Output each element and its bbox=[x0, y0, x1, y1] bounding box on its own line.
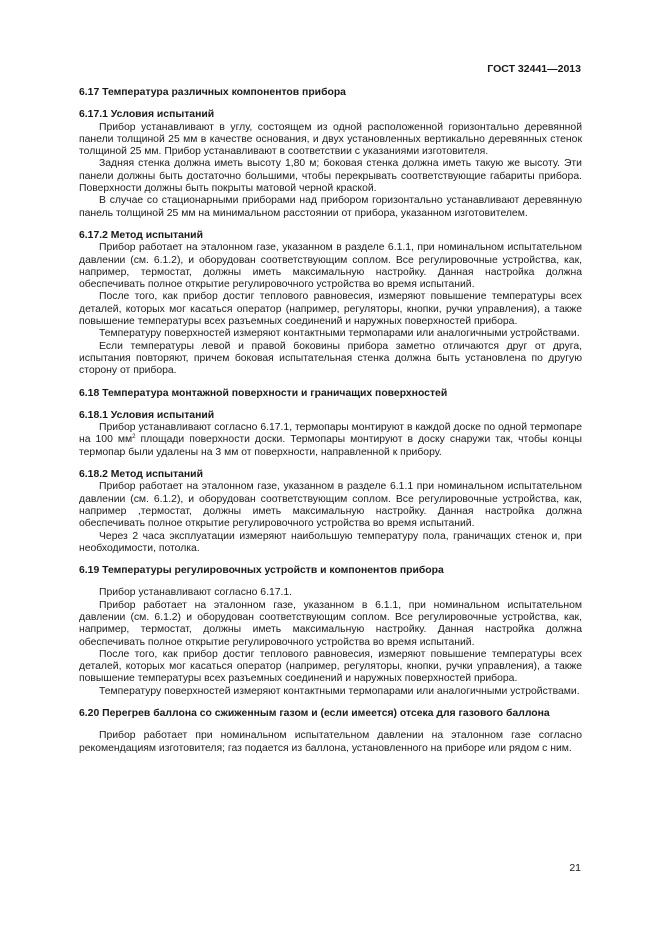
subsection-heading-6-17-2: 6.17.2 Метод испытаний bbox=[79, 229, 203, 241]
section-heading-6-20: 6.20 Перегрев баллона со сжиженным газом и (если имеется) отсека для газового баллона bbox=[79, 708, 550, 720]
paragraph: Прибор работает при номинальном испытательном давлении на эталонном газе согласно рекомендациям изготовителя; газ подается из баллона, установленного на приборе или рядом с ним. bbox=[79, 730, 582, 754]
subsection-heading-6-18-1: 6.18.1 Условия испытаний bbox=[79, 409, 215, 421]
paragraph: Температуру поверхностей измеряют контактными термопарами или аналогичными устройствами. bbox=[99, 685, 580, 697]
section-heading-6-19: 6.19 Температуры регулировочных устройств и компонентов прибора bbox=[79, 565, 444, 577]
subsection-heading-6-17-1: 6.17.1 Условия испытаний bbox=[79, 109, 215, 121]
paragraph: Задняя стенка должна иметь высоту 1,80 м; боковая стенка должна иметь такую же высоту. Эти панели должны быть достаточно большими, чтобы перекрывать соответствующие габариты прибора. Поверхности должны быть покрыты матовой черной краской. bbox=[79, 158, 582, 195]
document-id: ГОСТ 32441—2013 bbox=[487, 63, 581, 75]
superscript: 2 bbox=[132, 434, 136, 441]
paragraph: Прибор работает на эталонном газе, указанном в разделе 6.1.1 при номинальном испытательном давлении (см. 6.1.2), и оборудован соответствующим соплом. Все регулировочные устройства, как, например ,термостат, должны иметь максимальную настройку. Данная настройка должна обеспечивать полное открытие регулировочного устройства во время испытаний. bbox=[79, 481, 582, 530]
subsection-heading-6-18-2: 6.18.2 Метод испытаний bbox=[79, 469, 203, 481]
paragraph: В случае со стационарными приборами над прибором горизонтально устанавливают деревянную панель толщиной 25 мм на минимальном расстоянии от прибора, указанном изготовителем. bbox=[79, 195, 582, 219]
paragraph: Прибор устанавливают согласно 6.17.1. bbox=[99, 587, 293, 599]
paragraph: Прибор работает на эталонном газе, указанном в разделе 6.1.1, при номинальном испытательном давлении (см. 6.1.2), и оборудован соответствующим соплом. Все регулировочные устройства, как, например, термостат, должны иметь максимальную настройку. Данная настройка должна обеспечивать полное открытие регулировочного устройства во время испытаний. bbox=[79, 242, 582, 291]
paragraph: Температуру поверхностей измеряют контактными термопарами или аналогичными устройствами. bbox=[99, 328, 580, 340]
section-heading-6-18: 6.18 Температура монтажной поверхности и граничащих поверхностей bbox=[79, 387, 448, 399]
paragraph: Через 2 часа эксплуатации измеряют наибольшую температуру пола, граничащих стенок и, при необходимости, потолка. bbox=[79, 530, 582, 554]
paragraph: Прибор устанавливают в углу, состоящем из одной расположенной горизонтально деревянной панели толщиной 25 мм в качестве основания, и двух установленных вертикально деревянных стенок толщиной 25 мм. Прибор устанавливают в соответствии с указаниями изготовителя. bbox=[79, 121, 582, 158]
paragraph bbox=[79, 422, 582, 459]
document-body bbox=[79, 87, 582, 755]
paragraph: Прибор работает на эталонном газе, указанном в 6.1.1, при номинальном испытательном давлении (см. 6.1.2) и оборудован соответствующим соплом. Все регулировочные устройства, как, например, термостат, должны иметь максимальную настройку. Данная настройка должна обеспечивать полное открытие регулировочного устройства во время испытаний. bbox=[79, 599, 582, 648]
paragraph: После того, как прибор достиг теплового равновесия, измеряют повышение температуры всех деталей, которых мог касаться оператор (например, регуляторы, кнопки, ручки управления), а также повышение температуры всех разъемных соединений и наружных поверхностей прибора. bbox=[79, 648, 582, 685]
paragraph: Если температуры левой и правой боковины прибора заметно отличаются друг от друга, испытания повторяют, причем боковая испытательная стенка должна быть установлена по другую сторону от прибора. bbox=[79, 340, 582, 377]
paragraph: После того, как прибор достиг теплового равновесия, измеряют повышение температуры всех деталей, которых мог касаться оператор (например, регуляторы, кнопки, ручки управления), а также повышение температуры всех разъемных соединений и наружных поверхностей прибора. bbox=[79, 291, 582, 328]
section-heading-6-17: 6.17 Температура различных компонентов прибора bbox=[79, 87, 346, 98]
paragraph-text: Прибор устанавливают согласно 6.17.1, термопары монтируют в каждой доске по одной термопаре на 100 мм bbox=[79, 422, 582, 446]
page-number: 21 bbox=[569, 862, 581, 874]
paragraph-text: площади поверхности доски. Термопары монтируют в доску снаружи так, чтобы концы термопар были удалены на 3 мм от поверхности, направленной к прибору. bbox=[79, 434, 582, 458]
